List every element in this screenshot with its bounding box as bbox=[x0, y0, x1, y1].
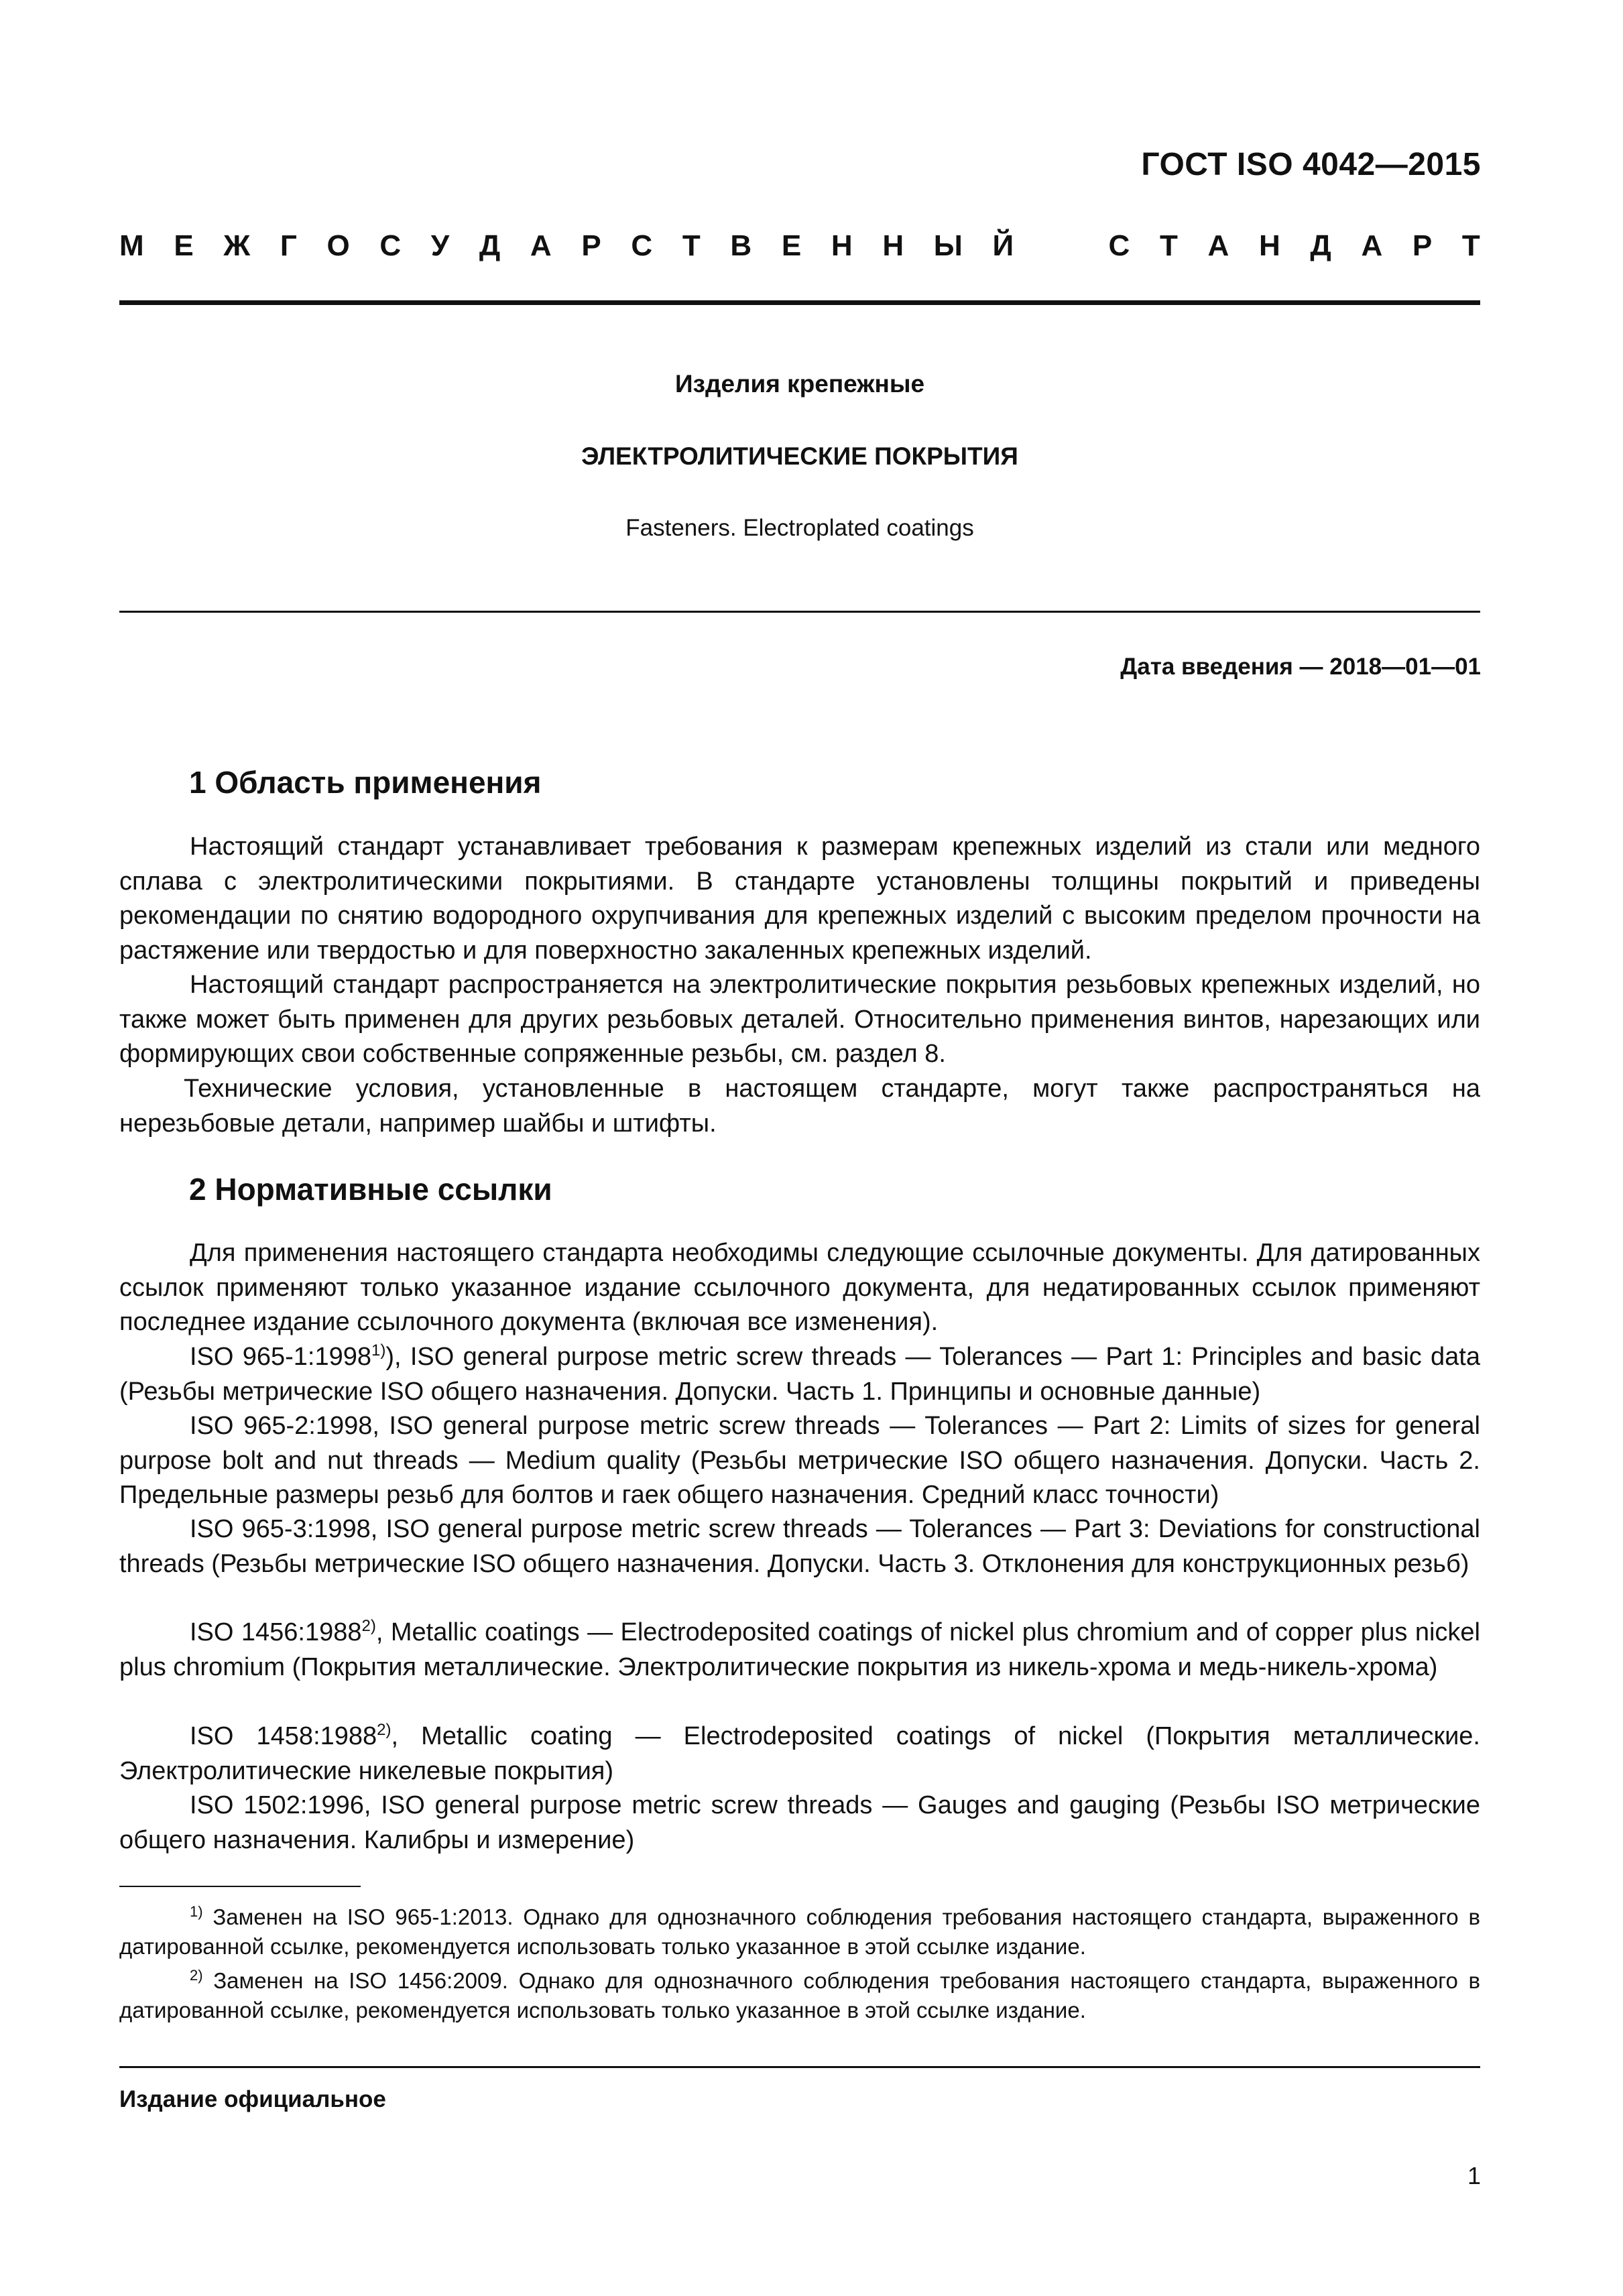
document-title: Изделия крепежные bbox=[674, 370, 925, 398]
footnote: $^{2)}$ Заменен на ISO 1456:2009. Однако для однозначного соблюдения требования настоящего стандарта, выраженного в датированной ссылке, рекомендуется использовать только указанное в этой ссылке издание. bbox=[119, 1967, 1480, 2022]
standard-type-letter: А bbox=[530, 229, 552, 262]
standard-type-letter: Г bbox=[280, 229, 297, 262]
section-2-heading: 2 Нормативные ссылки bbox=[189, 1172, 552, 1207]
standard-code: ГОСТ ISO 4042—2015 bbox=[1141, 147, 1481, 182]
standard-type-letter: Ы bbox=[933, 229, 963, 262]
standard-type-letter: Р bbox=[1412, 229, 1433, 262]
standard-type-letter: А bbox=[1207, 229, 1229, 262]
standard-type-letter: Н bbox=[831, 229, 853, 262]
standard-type-letter: А bbox=[1361, 229, 1383, 262]
footnote-marker: 2) bbox=[361, 1617, 376, 1635]
reference-item: ISO 965-3:1998, ISO general purpose metric screw threads — Tolerances — Part 3: Deviations for constructional threads (Резьбы метрические ISO общего назначения. Допуски. Часть 3. Отклонения для конструкционных резьб) bbox=[119, 1515, 1480, 1578]
standard-type-letter: Е bbox=[174, 229, 194, 262]
footnote-marker: 2) bbox=[377, 1721, 392, 1739]
page-number: 1 bbox=[1467, 2162, 1481, 2189]
reference-item: ISO 1502:1996, ISO general purpose metric screw threads — Gauges and gauging (Резьбы ISO метрические общего назначения. Калибры и измерение) bbox=[119, 1791, 1480, 1854]
standard-type-letter: О bbox=[326, 229, 350, 262]
document-subtitle: ЭЛЕКТРОЛИТИЧЕСКИЕ ПОКРЫТИЯ bbox=[581, 442, 1018, 470]
standard-type-letter: У bbox=[430, 229, 450, 262]
section-2-intro: Для применения настоящего стандарта необходимы следующие ссылочные документы. Для датированных ссылок применяют только указанное издание ссылочного документа, для недатированных ссылок применяют последнее издание ссылочного документа (включая все изменения). bbox=[119, 1239, 1480, 1336]
standard-type-letter: Д bbox=[479, 229, 501, 262]
standard-type-letter: Й bbox=[992, 229, 1014, 262]
standard-type-letter: Н bbox=[882, 229, 904, 262]
footnote-separator bbox=[119, 1886, 361, 1887]
introduction-date: Дата введения — 2018—01—01 bbox=[1120, 654, 1481, 680]
standard-type-letter: Е bbox=[781, 229, 802, 262]
standard-type-letter: Н bbox=[1258, 229, 1280, 262]
standard-type-letter: Т bbox=[1159, 229, 1178, 262]
section-1-paragraph: Технические условия, установленные в настоящем стандарте, могут также распространяться на нерезьбовые детали, например шайбы и штифты. bbox=[119, 1075, 1480, 1138]
standard-type-letter: Т bbox=[682, 229, 701, 262]
reference-item: ISO 965-2:1998, ISO general purpose metric screw threads — Tolerances — Part 2: Limits of sizes for general purpose bolt and nut threads — Medium quality (Резьбы метрические ISO общего назначения. Допуски. Часть 2. Предельные размеры резьб для болтов и гаек общего назначения. Средний класс точности) bbox=[119, 1412, 1480, 1509]
reference-item: ISO 965-1:1998$^{1)}$), ISO general purpose metric screw threads — Tolerances — Part 1: Principles and basic data (Резьбы метрические ISO общего назначения. Допуски. Часть 1. Принципы и основные данные) bbox=[119, 1341, 1480, 1406]
header-rule bbox=[119, 300, 1480, 305]
standard-type-letter: С bbox=[631, 229, 653, 262]
standard-type-letter: С bbox=[379, 229, 402, 262]
section-1-heading: 1 Область применения bbox=[189, 765, 542, 800]
edition-label: Издание официальное bbox=[119, 2086, 386, 2112]
standard-type-letter: Р bbox=[581, 229, 601, 262]
standard-type-letter: С bbox=[1108, 229, 1130, 262]
english-title: Fasteners. Electroplated coatings bbox=[625, 515, 974, 541]
reference-item: ISO 1456:1988$^{2)}$, Metallic coatings — Electrodeposited coatings of nickel plus chromium and of copper plus nickel plus chromium (Покрытия металлические. Электролитические покрытия из никель-хрома и медь-никель-хрома) bbox=[119, 1617, 1480, 1681]
section-1-paragraph: Настоящий стандарт распространяется на электролитические покрытия резьбовых крепежных изделий, но также может быть применен для других резьбовых деталей. Относительно применения винтов, нарезающих или формирующих свои собственные сопряженные резьбы, см. раздел 8. bbox=[119, 971, 1480, 1068]
footer-rule bbox=[119, 2066, 1480, 2068]
footnote: $^{1)}$ Заменен на ISO 965-1:2013. Однако для однозначного соблюдения требования настоящего стандарта, выраженного в датированной ссылке, рекомендуется использовать только указанное в этой ссылке издание. bbox=[119, 1903, 1480, 1959]
standard-type-letter: В bbox=[730, 229, 752, 262]
standard-type-letter: Ж bbox=[223, 229, 251, 262]
reference-item: ISO 1458:1988$^{2)}$, Metallic coating — Electrodeposited coatings of nickel (Покрытия металлические. Электролитические никелевые покрытия) bbox=[119, 1721, 1480, 1785]
footnote-marker: 1) bbox=[371, 1341, 386, 1360]
section-1-paragraph: Настоящий стандарт устанавливает требования к размерам крепежных изделий из стали или медного сплава с электролитическими покрытиями. В стандарте установлены толщины покрытий и приведены рекомендации по снятию водородного охрупчивания для крепежных изделий с высоким пределом прочности на растяжение или твердостью и для поверхностно закаленных крепежных изделий. bbox=[119, 833, 1480, 965]
standard-type-letter: Д bbox=[1310, 229, 1331, 262]
standard-type-heading bbox=[119, 229, 1480, 263]
title-rule bbox=[119, 611, 1480, 613]
standard-type-letter: Т bbox=[1461, 229, 1480, 262]
standard-type-letter: М bbox=[119, 229, 144, 262]
word-gap bbox=[1044, 229, 1079, 263]
